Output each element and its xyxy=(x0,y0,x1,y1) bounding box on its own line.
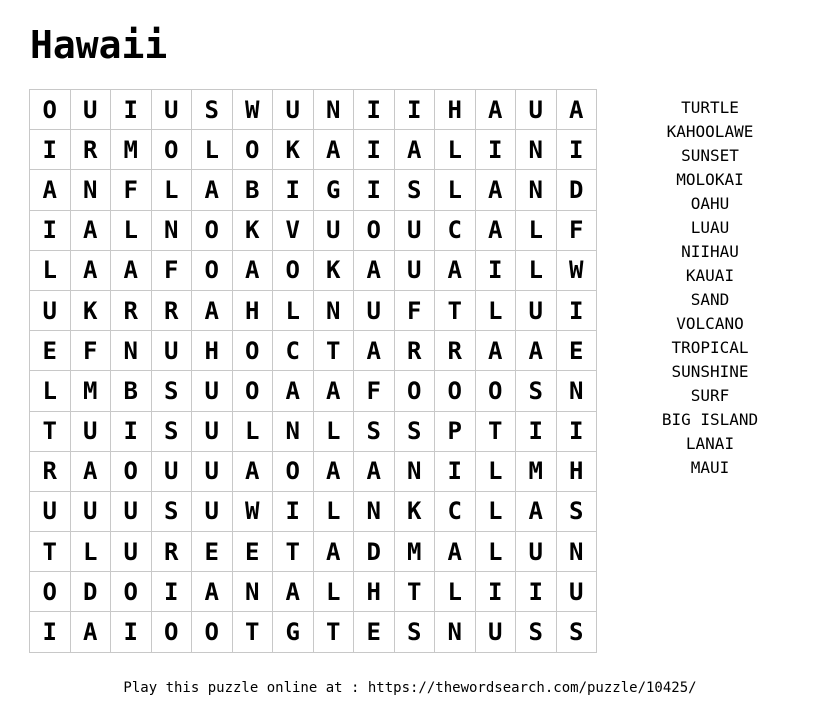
grid-cell[interactable]: I xyxy=(516,572,557,612)
grid-row xyxy=(30,170,597,210)
word-list-item: SURF xyxy=(690,386,730,405)
grid-cell[interactable]: O xyxy=(435,371,476,411)
grid-cell[interactable]: T xyxy=(313,331,354,371)
grid-cell[interactable]: V xyxy=(273,210,314,250)
grid-cell[interactable]: A xyxy=(435,250,476,290)
grid-cell[interactable]: O xyxy=(232,331,273,371)
grid-cell[interactable]: U xyxy=(192,371,233,411)
grid-cell[interactable]: R xyxy=(435,331,476,371)
grid-row xyxy=(30,250,597,290)
word-list-item: BIG ISLAND xyxy=(661,410,759,429)
grid-cell[interactable]: A xyxy=(273,572,314,612)
grid-cell[interactable]: I xyxy=(556,290,597,330)
grid-cell[interactable]: L xyxy=(273,290,314,330)
grid-cell[interactable]: U xyxy=(516,532,557,572)
grid-cell[interactable]: U xyxy=(70,411,111,451)
grid-cell[interactable]: L xyxy=(516,250,557,290)
grid-cell[interactable]: S xyxy=(354,411,395,451)
grid-row xyxy=(30,612,597,652)
grid-cell[interactable]: I xyxy=(556,411,597,451)
grid-cell[interactable]: G xyxy=(273,612,314,652)
grid-cell[interactable]: E xyxy=(192,532,233,572)
grid-cell[interactable]: S xyxy=(394,411,435,451)
grid-cell[interactable]: K xyxy=(232,210,273,250)
grid-cell[interactable]: L xyxy=(192,130,233,170)
grid-cell[interactable]: U xyxy=(516,90,557,130)
word-list-item: LANAI xyxy=(685,434,735,453)
grid-cell[interactable]: L xyxy=(70,532,111,572)
grid-cell[interactable]: A xyxy=(354,331,395,371)
grid-cell[interactable]: U xyxy=(556,572,597,612)
grid-cell[interactable]: U xyxy=(111,532,152,572)
grid-cell[interactable]: S xyxy=(151,371,192,411)
grid-cell[interactable]: M xyxy=(70,371,111,411)
grid-cell[interactable]: N xyxy=(516,170,557,210)
grid-cell[interactable]: N xyxy=(556,532,597,572)
grid-cell[interactable]: E xyxy=(30,331,71,371)
word-list-item: MAUI xyxy=(690,458,730,477)
grid-cell[interactable]: N xyxy=(273,411,314,451)
grid-cell[interactable]: L xyxy=(435,130,476,170)
grid-cell[interactable]: U xyxy=(30,290,71,330)
grid-cell[interactable]: A xyxy=(394,130,435,170)
grid-cell[interactable]: A xyxy=(70,250,111,290)
grid-cell[interactable]: W xyxy=(232,90,273,130)
grid-cell[interactable]: A xyxy=(516,331,557,371)
grid-cell[interactable]: I xyxy=(354,90,395,130)
grid-cell[interactable]: L xyxy=(475,491,516,531)
grid-cell[interactable]: A xyxy=(475,170,516,210)
grid-cell[interactable]: U xyxy=(70,491,111,531)
grid-cell[interactable]: L xyxy=(475,532,516,572)
grid-row xyxy=(30,532,597,572)
grid-cell[interactable]: E xyxy=(556,331,597,371)
grid-cell[interactable]: L xyxy=(516,210,557,250)
grid-cell[interactable]: L xyxy=(313,491,354,531)
grid-cell[interactable]: A xyxy=(30,170,71,210)
grid-cell[interactable]: O xyxy=(151,130,192,170)
grid-cell[interactable]: A xyxy=(192,290,233,330)
grid-row xyxy=(30,371,597,411)
grid-row xyxy=(30,411,597,451)
grid-cell[interactable]: O xyxy=(273,250,314,290)
grid-cell[interactable]: I xyxy=(273,170,314,210)
grid-cell[interactable]: O xyxy=(232,130,273,170)
grid-cell[interactable]: A xyxy=(435,532,476,572)
grid-cell[interactable]: U xyxy=(151,451,192,491)
grid-cell[interactable]: T xyxy=(435,290,476,330)
grid-cell[interactable]: A xyxy=(475,331,516,371)
grid-cell[interactable]: W xyxy=(556,250,597,290)
grid-cell[interactable]: C xyxy=(273,331,314,371)
grid-cell[interactable]: F xyxy=(70,331,111,371)
grid-cell[interactable]: I xyxy=(111,612,152,652)
grid-cell[interactable]: L xyxy=(475,451,516,491)
grid-cell[interactable]: U xyxy=(151,90,192,130)
grid-cell[interactable]: C xyxy=(435,491,476,531)
grid-cell[interactable]: K xyxy=(394,491,435,531)
grid-cell[interactable]: U xyxy=(192,411,233,451)
grid-cell[interactable]: A xyxy=(313,451,354,491)
grid-cell[interactable]: F xyxy=(556,210,597,250)
grid-cell[interactable]: U xyxy=(394,210,435,250)
grid-cell[interactable]: A xyxy=(70,612,111,652)
word-list-item: TURTLE xyxy=(681,98,739,117)
grid-cell[interactable]: O xyxy=(192,612,233,652)
grid-cell[interactable]: L xyxy=(30,250,71,290)
grid-cell[interactable]: A xyxy=(556,90,597,130)
grid-row xyxy=(30,290,597,330)
grid-cell[interactable]: A xyxy=(70,210,111,250)
grid-cell[interactable]: S xyxy=(516,371,557,411)
grid-cell[interactable]: S xyxy=(516,612,557,652)
grid-row xyxy=(30,491,597,531)
grid-cell[interactable]: T xyxy=(232,612,273,652)
grid-cell[interactable]: F xyxy=(111,170,152,210)
grid-cell[interactable]: O xyxy=(232,371,273,411)
grid-cell[interactable]: K xyxy=(70,290,111,330)
grid-cell[interactable]: R xyxy=(70,130,111,170)
grid-cell[interactable]: A xyxy=(192,170,233,210)
grid-cell[interactable]: A xyxy=(354,451,395,491)
grid-cell[interactable]: C xyxy=(435,210,476,250)
grid-cell[interactable]: D xyxy=(556,170,597,210)
grid-row xyxy=(30,90,597,130)
grid-cell[interactable]: T xyxy=(394,572,435,612)
grid-row xyxy=(30,572,597,612)
grid-cell[interactable]: A xyxy=(192,572,233,612)
grid-cell[interactable]: U xyxy=(192,451,233,491)
grid-cell[interactable]: H xyxy=(435,90,476,130)
word-list-item: MOLOKAI xyxy=(676,170,744,189)
grid-cell[interactable]: U xyxy=(475,612,516,652)
grid-cell[interactable]: N xyxy=(435,612,476,652)
grid-cell[interactable]: G xyxy=(313,170,354,210)
grid-cell[interactable]: A xyxy=(273,371,314,411)
grid-cell[interactable]: U xyxy=(273,90,314,130)
grid-cell[interactable]: H xyxy=(192,331,233,371)
grid-cell[interactable]: N xyxy=(313,90,354,130)
word-list-item: SUNSET xyxy=(681,146,739,165)
word-list-item: SUNSHINE xyxy=(671,362,749,381)
grid-cell[interactable]: R xyxy=(151,290,192,330)
grid-cell[interactable]: U xyxy=(151,331,192,371)
grid-cell[interactable]: O xyxy=(475,371,516,411)
grid-cell[interactable]: N xyxy=(151,210,192,250)
grid-cell[interactable]: N xyxy=(354,491,395,531)
grid-cell[interactable]: T xyxy=(313,612,354,652)
grid-cell[interactable]: N xyxy=(394,451,435,491)
grid-cell[interactable]: N xyxy=(556,371,597,411)
word-list-item: LUAU xyxy=(690,218,730,237)
grid-cell[interactable]: A xyxy=(516,491,557,531)
puzzle-footer-link[interactable]: Play this puzzle online at : https://thewordsearch.com/puzzle/10425/ xyxy=(123,680,697,696)
grid-cell[interactable]: U xyxy=(516,290,557,330)
grid-cell[interactable]: E xyxy=(232,532,273,572)
grid-cell[interactable]: R xyxy=(30,451,71,491)
grid-cell[interactable]: R xyxy=(394,331,435,371)
grid-cell[interactable]: I xyxy=(475,572,516,612)
grid-cell[interactable]: S xyxy=(151,411,192,451)
word-list xyxy=(630,96,790,480)
grid-cell[interactable]: I xyxy=(151,572,192,612)
puzzle-title: Hawaii xyxy=(30,23,168,67)
grid-cell[interactable]: I xyxy=(354,170,395,210)
grid-cell[interactable]: T xyxy=(30,411,71,451)
grid-row xyxy=(30,451,597,491)
grid-cell[interactable]: N xyxy=(70,170,111,210)
grid-cell[interactable]: L xyxy=(313,411,354,451)
grid-cell[interactable]: F xyxy=(394,290,435,330)
word-list-item: OAHU xyxy=(690,194,730,213)
grid-cell[interactable]: U xyxy=(192,491,233,531)
grid-cell[interactable]: A xyxy=(232,250,273,290)
grid-cell[interactable]: S xyxy=(151,491,192,531)
grid-cell[interactable]: D xyxy=(70,572,111,612)
grid-cell[interactable]: U xyxy=(111,491,152,531)
grid-cell[interactable]: S xyxy=(556,491,597,531)
grid-cell[interactable]: H xyxy=(556,451,597,491)
grid-cell[interactable]: L xyxy=(475,290,516,330)
grid-cell[interactable]: L xyxy=(111,210,152,250)
word-list-item: KAUAI xyxy=(685,266,735,285)
grid-row xyxy=(30,210,597,250)
grid-cell[interactable]: M xyxy=(516,451,557,491)
grid-cell[interactable]: B xyxy=(232,170,273,210)
grid-cell[interactable]: I xyxy=(354,130,395,170)
grid-cell[interactable]: I xyxy=(30,130,71,170)
grid-cell[interactable]: A xyxy=(232,451,273,491)
grid-cell[interactable]: R xyxy=(151,532,192,572)
grid-cell[interactable]: T xyxy=(273,532,314,572)
grid-cell[interactable]: O xyxy=(273,451,314,491)
grid-cell[interactable]: O xyxy=(151,612,192,652)
grid-cell[interactable]: P xyxy=(435,411,476,451)
grid-cell[interactable]: A xyxy=(111,250,152,290)
grid-cell[interactable]: O xyxy=(192,250,233,290)
grid-cell[interactable]: S xyxy=(394,170,435,210)
grid-cell[interactable]: I xyxy=(475,130,516,170)
grid-cell[interactable]: R xyxy=(111,290,152,330)
grid-cell[interactable]: O xyxy=(111,451,152,491)
grid-cell[interactable]: K xyxy=(313,250,354,290)
grid-cell[interactable]: I xyxy=(111,90,152,130)
grid-cell[interactable]: U xyxy=(313,210,354,250)
grid-cell[interactable]: I xyxy=(273,491,314,531)
grid-cell[interactable]: A xyxy=(313,130,354,170)
word-list-item: TROPICAL xyxy=(671,338,749,357)
grid-cell[interactable]: U xyxy=(30,491,71,531)
grid-cell[interactable]: I xyxy=(394,90,435,130)
grid-cell[interactable]: E xyxy=(354,612,395,652)
grid-cell[interactable]: A xyxy=(313,371,354,411)
grid-cell[interactable]: U xyxy=(394,250,435,290)
grid-cell[interactable]: B xyxy=(111,371,152,411)
grid-cell[interactable]: I xyxy=(30,612,71,652)
grid-cell[interactable]: I xyxy=(475,250,516,290)
grid-cell[interactable]: S xyxy=(394,612,435,652)
grid-cell[interactable]: A xyxy=(354,250,395,290)
grid-cell[interactable]: I xyxy=(556,130,597,170)
grid-row xyxy=(30,130,597,170)
grid-cell[interactable]: L xyxy=(435,572,476,612)
grid-cell[interactable]: U xyxy=(70,90,111,130)
grid-cell[interactable]: O xyxy=(192,210,233,250)
grid-cell[interactable]: N xyxy=(313,290,354,330)
grid-cell[interactable]: K xyxy=(273,130,314,170)
grid-cell[interactable]: M xyxy=(111,130,152,170)
grid-cell[interactable]: A xyxy=(475,210,516,250)
grid-cell[interactable]: S xyxy=(556,612,597,652)
grid-cell[interactable]: N xyxy=(516,130,557,170)
word-list-item: NIIHAU xyxy=(681,242,739,261)
grid-cell[interactable]: I xyxy=(30,210,71,250)
grid-cell[interactable]: M xyxy=(394,532,435,572)
grid-cell[interactable]: H xyxy=(354,572,395,612)
grid-cell[interactable]: O xyxy=(30,90,71,130)
grid-cell[interactable]: L xyxy=(313,572,354,612)
grid-cell[interactable]: F xyxy=(151,250,192,290)
grid-cell[interactable]: U xyxy=(354,290,395,330)
grid-cell[interactable]: F xyxy=(354,371,395,411)
grid-cell[interactable]: N xyxy=(111,331,152,371)
word-list-item: KAHOOLAWE xyxy=(666,122,754,141)
grid-cell[interactable]: O xyxy=(394,371,435,411)
grid-cell[interactable]: W xyxy=(232,491,273,531)
grid-cell[interactable]: A xyxy=(313,532,354,572)
grid-cell[interactable]: L xyxy=(151,170,192,210)
grid-cell[interactable]: L xyxy=(232,411,273,451)
grid-cell[interactable]: O xyxy=(354,210,395,250)
grid-cell[interactable]: I xyxy=(435,451,476,491)
grid-cell[interactable]: D xyxy=(354,532,395,572)
grid-cell[interactable]: L xyxy=(30,371,71,411)
grid-cell[interactable]: T xyxy=(30,532,71,572)
grid-cell[interactable]: S xyxy=(192,90,233,130)
grid-cell[interactable]: O xyxy=(30,572,71,612)
grid-cell[interactable]: N xyxy=(232,572,273,612)
grid-cell[interactable]: I xyxy=(516,411,557,451)
grid-cell[interactable]: L xyxy=(435,170,476,210)
grid-cell[interactable]: I xyxy=(111,411,152,451)
word-list-item: VOLCANO xyxy=(676,314,744,333)
grid-cell[interactable]: A xyxy=(70,451,111,491)
grid-row xyxy=(30,331,597,371)
word-list-item: SAND xyxy=(690,290,730,309)
grid-cell[interactable]: O xyxy=(111,572,152,612)
word-search-grid xyxy=(29,89,597,653)
grid-cell[interactable]: H xyxy=(232,290,273,330)
grid-cell[interactable]: T xyxy=(475,411,516,451)
grid-cell[interactable]: A xyxy=(475,90,516,130)
